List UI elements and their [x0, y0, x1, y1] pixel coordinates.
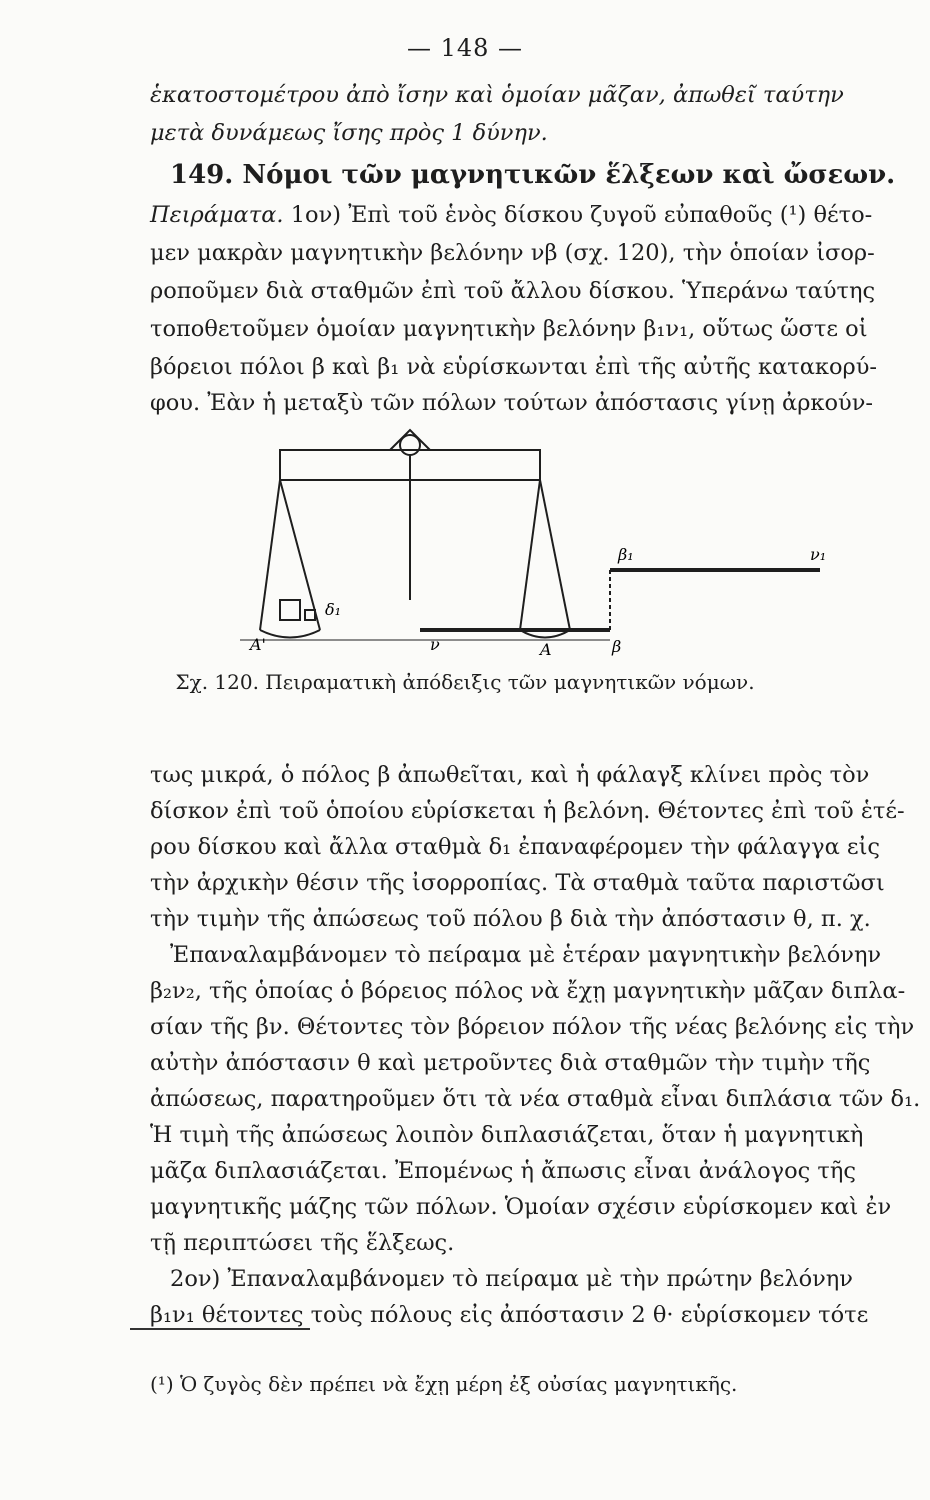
text-line: β₂ν₂, τῆς ὁποίας ὁ βόρειος πόλος νὰ ἔχῃ μαγνητικὴν μᾶζαν διπλα- [150, 978, 906, 1004]
text-line: ρου δίσκου καὶ ἄλλα σταθμὰ δ₁ ἐπαναφέρομεν τὴν φάλαγγα εἰς [150, 834, 880, 860]
label-n1: ν₁ [810, 545, 827, 564]
section-title: Νόμοι τῶν μαγνητικῶν ἕλξεων καὶ ὤσεων. [242, 160, 896, 190]
text-line: τως μικρά, ὁ πόλος β ἀπωθεῖται, καὶ ἡ φάλαγξ κλίνει πρὸς τὸν [150, 762, 870, 788]
text-line: β₁ν₁ θέτοντες τοὺς πόλους εἰς ἀπόστασιν 2 θ· εὑρίσκομεν τότε [150, 1302, 869, 1328]
text-line: μετὰ δυνάμεως ἴσης πρὸς 1 δύνην. [150, 120, 548, 146]
weight-stack [280, 600, 300, 620]
text-line: μαγνητικῆς μάζης τῶν πόλων. Ὁμοίαν σχέσιν εὑρίσκομεν καὶ ἐν [150, 1194, 892, 1220]
text-line: ροποῦμεν διὰ σταθμῶν ἐπὶ τοῦ ἄλλου δίσκου. Ὑπεράνω ταύτης [150, 278, 876, 304]
label-d1: δ₁ [325, 600, 342, 619]
left-pan [260, 630, 320, 638]
text-line: 2ον) Ἐπαναλαμβάνομεν τὸ πείραμα μὲ τὴν πρώτην βελόνην [170, 1266, 853, 1292]
text-line: μᾶζα διπλασιάζεται. Ἐπομένως ἡ ἄπωσις εἶναι ἀνάλογος τῆς [150, 1158, 856, 1184]
footnote-rule [130, 1328, 310, 1330]
lead-rest: 1ον) Ἐπὶ τοῦ ἑνὸς δίσκου ζυγοῦ εὐπαθοῦς (¹) θέτο- [290, 202, 873, 228]
label-A-prime: Α' [250, 635, 266, 654]
text-line: τῇ περιπτώσει τῆς ἕλξεως. [150, 1230, 455, 1256]
text-line: αὐτὴν ἀπόστασιν θ καὶ μετροῦντες διὰ σταθμῶν τὴν τιμὴν τῆς [150, 1050, 871, 1076]
lead-italic: Πειράματα. [150, 202, 284, 228]
text-line: μεν μακρὰν μαγνητικὴν βελόνην νβ (σχ. 120), τὴν ὁποίαν ἰσορ- [150, 240, 875, 266]
text-line: ἀπώσεως, παρατηροῦμεν ὅτι τὰ νέα σταθμὰ εἶναι διπλάσια τῶν δ₁. [150, 1086, 921, 1112]
text-line: τὴν ἀρχικὴν θέσιν τῆς ἰσορροπίας. Τὰ σταθμὰ ταῦτα παριστῶσι [150, 870, 885, 896]
label-b: β [612, 637, 622, 656]
text-line: δίσκον ἐπὶ τοῦ ὁποίου εὑρίσκεται ἡ βελόνη. Θέτοντες ἐπὶ τοῦ ἑτέ- [150, 798, 905, 824]
text-line: Ἐπαναλαμβάνομεν τὸ πείραμα μὲ ἑτέραν μαγνητικὴν βελόνην [170, 942, 882, 968]
section-number: 149. [170, 160, 234, 190]
figure-caption: Σχ. 120. Πειραματικὴ ἀπόδειξις τῶν μαγνητικῶν νόμων. [175, 670, 755, 694]
balance-figure [240, 420, 840, 665]
label-n: ν [430, 635, 440, 654]
text-line: βόρειοι πόλοι β καὶ β₁ νὰ εὑρίσκωνται ἐπὶ τῆς αὐτῆς κατακορύ- [150, 354, 878, 380]
text-line: τὴν τιμὴν τῆς ἀπώσεως τοῦ πόλου β διὰ τὴν ἀπόστασιν θ, π. χ. [150, 906, 871, 932]
text-line: σίαν τῆς βν. Θέτοντες τὸν βόρειον πόλον τῆς νέας βελόνης εἰς τὴν [150, 1014, 915, 1040]
page-number: — 148 — [406, 34, 524, 62]
text-line: φου. Ἐὰν ἡ μεταξὺ τῶν πόλων τούτων ἀπόστασις γίνῃ ἀρκούν- [150, 390, 873, 416]
section-heading [170, 160, 925, 190]
footnote: (¹) Ὁ ζυγὸς δὲν πρέπει νὰ ἔχῃ μέρη ἐξ οὐσίας μαγνητικῆς. [150, 1372, 738, 1396]
text-line: τοποθετοῦμεν ὁμοίαν μαγνητικὴν βελόνην β₁ν₁, οὕτως ὥστε οἱ [150, 316, 868, 342]
text-line: ἑκατοστομέτρου ἀπὸ ἴσην καὶ ὁμοίαν μᾶζαν, ἀπωθεῖ ταύτην [150, 82, 844, 108]
label-b1: β₁ [618, 545, 634, 564]
balance-pointer [390, 430, 430, 450]
text-line: Ἡ τιμὴ τῆς ἀπώσεως λοιπὸν διπλασιάζεται, ὅταν ἡ μαγνητικὴ [150, 1122, 864, 1148]
label-A: Α [540, 640, 552, 659]
text-line [150, 200, 905, 230]
